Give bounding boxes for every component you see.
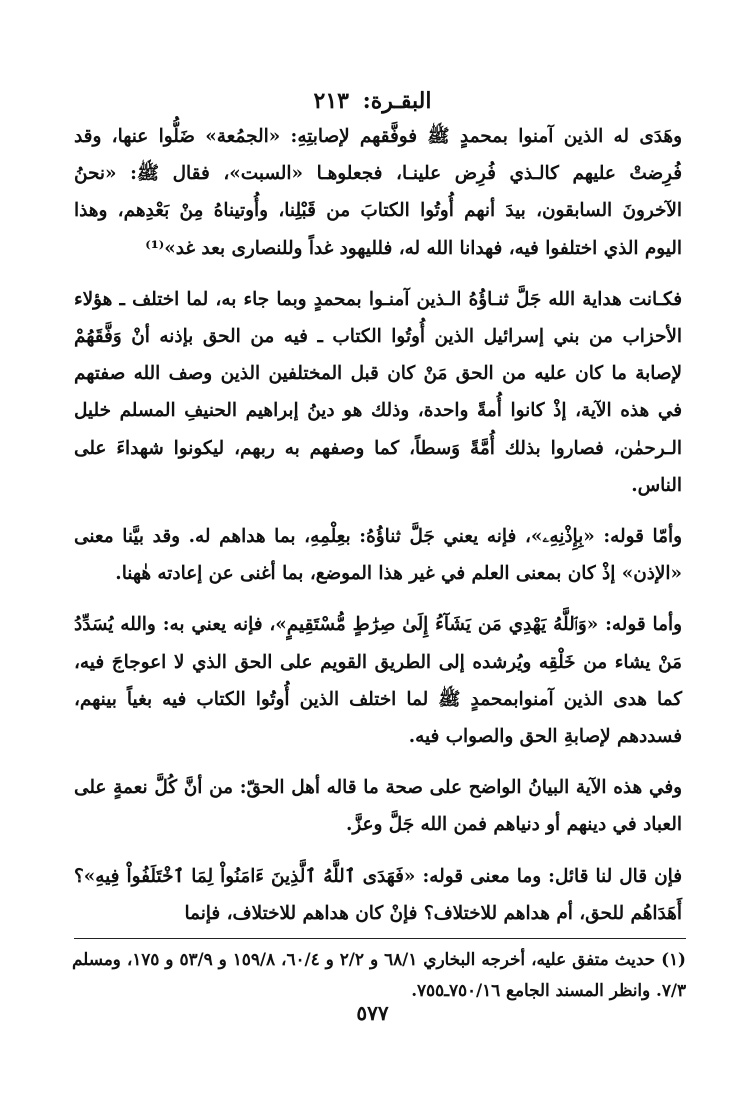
footnote-divider: [74, 938, 686, 939]
footnote: (١) حديث متفق عليه، أخرجه البخاري ٦٨/١ و ٢/٢ و ٦٠/٤، ١٥٩/٨ و ٥٣/٩ و ١٧٥، ومسلم ٧/٣. وانظر المسند الجامع ٧٥٠/١٦ـ٧٥٥.: [72, 949, 686, 1000]
paragraph-question: فإن قال لنا قائل: وما معنى قوله: «فَهَدَى ٱللَّهُ ٱلَّذِينَ ءَامَنُواْ لِمَا ٱخْتَلَفُواْ فِيهِ»؟ أَهَدَاهُم للحق، أم هداهم للاختلاف؟ فإنْ كان هداهم للاختلاف، فإنما: [74, 865, 682, 924]
verse-number: ٢١٣: [313, 88, 349, 114]
paragraph-guidance: فكـانت هداية الله جَلَّ ثنـاؤُهُ الـذين آمنـوا بمحمدٍ وبما جاء به، لما اختلف ـ هؤلاء الأحزاب من بني إسرائيل الذين أُوتُوا الكتاب ـ فيه من الحق بإذنه أنْ وَفَّقَهُمْ لإصابة ما كان عليه من الحق مَنْ كان قبل المختلفين الذين وصف الله صفتهم في هذه الآية، إذْ كانوا أُمةً واحدة، وذلك هو دينُ إبراهيم الحنيفِ المسلم خليل الـرحمٰن، فصاروا بذلك أُمَّةً وَسطاً، كما وصفهم به ربهم، ليكونوا شهداءَ على الناس.: [74, 288, 682, 496]
paragraph-bayan: وفي هذه الآية البيانُ الواضح على صحة ما قاله أهل الحقّ: من أنَّ كُلَّ نعمةٍ على العباد في دينهم أو دنياهم فمن الله جَلَّ وعزَّ.: [74, 777, 682, 836]
page-number: ٥٧٧: [356, 1001, 389, 1025]
running-header: [0, 86, 745, 116]
paragraph-yahdi: وأما قوله: «وَٱللَّهُ يَهْدِي مَن يَشَآءُ إِلَىٰ صِرَٰطٍ مُّسْتَقِيمٍ»، فإنه يعني به: والله يُسَدِّدُ مَنْ يشاء من خَلْقِه ويُرشده إلى الطريق القويم على الحق الذي لا اعوجاجَ فيه، كما هدى الذين آمنوابمحمدٍ ﷺ لما اختلف الذين أُوتُوا الكتاب فيه بغياً بينهم، فسددهم لإصابةِ الحق والصواب فيه.: [74, 614, 682, 748]
body-text: [74, 118, 682, 932]
surah-name: البقـرة:: [362, 88, 432, 114]
paragraph-hadith: وهَدَى له الذين آمنوا بمحمدٍ ﷺ فوفَّقهم لإصابتِهِ: «الجمُعة» ضَلُّوا عنها، وقد فُرِضتْ عليهم كالـذي فُرِض علينـا، فجعلوهـا «السبت»، فقال ﷺ: «نحنُ الآخرونَ السابقون، بيدَ أنهم أُوتُوا الكتابَ من قَبْلِنا، وأُوتيناهُ مِنْ بَعْدِهم، وهذا اليوم الذي اختلفوا فيه، فهدانا الله له، فلليهود غداً وللنصارى بعد غد»⁽¹⁾: [74, 126, 682, 259]
paragraph-bi-idhnihi: وأمّا قوله: «بِإِذْنِهِۦ»، فإنه يعني جَلَّ ثناؤُهُ: بعِلْمِهِ، بما هداهم له. وقد بيَّنا معنى «الإذن» إذْ كان بمعنى العلم في غير هذا الموضع، بما أغنى عن إعادته هٰهنا.: [74, 526, 682, 585]
